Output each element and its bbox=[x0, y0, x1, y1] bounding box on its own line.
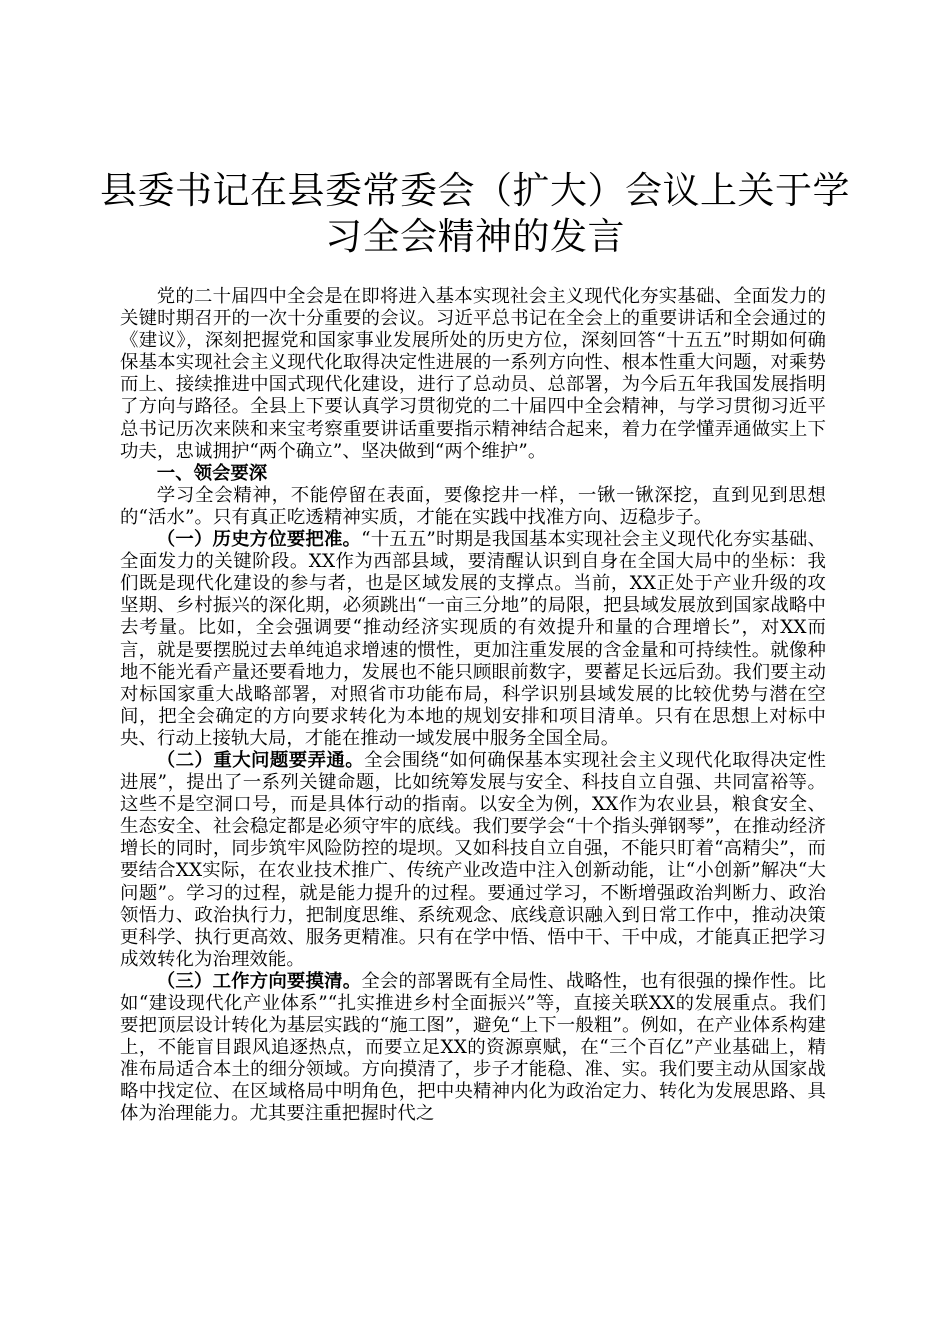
point-3-text: 全会的部署既有全局性、战略性，也有很强的操作性。比如“建设现代化产业体系”“扎实推进乡村全面振兴”等，直接关联XX的发展重点。我们要把顶层设计转化为基层实践的“施工图”，避免“上下一般粗”。例如，在产业体系构建上，不能盲目跟风追逐热点，而要立足XX的资源禀赋，在“三个百亿”产业基础上，精准布局适合本土的细分领域。方向摸清了，步子才能稳、准、实。我们要主动从国家战略中找定位、在区域格局中明角色，把中央精神内化为政治定力、转化为发展思路、具体为治理能力。尤其要注重把握时代之 bbox=[120, 970, 826, 1125]
section-1-intro-paragraph: 学习全会精神，不能停留在表面，要像挖井一样，一锹一锹深挖，直到见到思想的“活水”。只有真正吃透精神实质，才能在实践中找准方向、迈稳步子。 bbox=[120, 484, 826, 528]
point-1-text: “十五五”时期是我国基本实现社会主义现代化夯实基础、全面发力的关键阶段。XX作为西部县域，要清醒认识到自身在全国大局中的坐标：我们既是现代化建设的参与者，也是区域发展的支撑点。当前，XX正处于产业升级的攻坚期、乡村振兴的深化期，必须跳出“一亩三分地”的局限，把县域发展放到国家战略中去考量。比如，全会强调要“推动经济实现质的有效提升和量的合理增长”，对XX而言，就是要摆脱过去单纯追求增速的惯性，更加注重发展的含金量和可持续性。就像种地不能光看产量还要看地力，发展也不能只顾眼前数字，要蓄足长远后劲。我们要主动对标国家重大战略部署，对照省市功能布局，科学识别县域发展的比较优势与潜在空间，把全会确定的方向要求转化为本地的规划安排和项目清单。只有在思想上对标中央、行动上接轨大局，才能在推动一域发展中服务全国全局。 bbox=[120, 529, 826, 749]
point-2-text: 全会围绕“如何确保基本实现社会主义现代化取得决定性进展”，提出了一系列关键命题，比如统筹发展与安全、科技自立自强、共同富裕等。这些不是空洞口号，而是具体行动的指南。以安全为例，XX作为农业县，粮食安全、生态安全、社会稳定都是必须守牢的底线。我们要学会“十个指头弹钢琴”，在推动经济增长的同时，同步筑牢风险防控的堤坝。又如科技自立自强，不能只盯着“高精尖”，而要结合XX实际，在农业技术推广、传统产业改造中注入创新动能，让“小创新”解决“大问题”。学习的过程，就是能力提升的过程。要通过学习，不断增强政治判断力、政治领悟力、政治执行力，把制度思维、系统观念、底线意识融入到日常工作中，推动决策更科学、执行更高效、服务更精准。只有在学中悟、悟中干、干中成，才能真正把学习成效转化为治理效能。 bbox=[120, 749, 827, 970]
intro-paragraph: 党的二十届四中全会是在即将进入基本实现社会主义现代化夯实基础、全面发力的关键时期召开的一次十分重要的会议。习近平总书记在全会上的重要讲话和全会通过的《建议》，深刻把握党和国家事业发展所处的历史方位，深刻回答“十五五”时期如何确保基本实现社会主义现代化取得决定性进展的一系列方向性、根本性重大问题，对乘势而上、接续推进中国式现代化建设，进行了总动员、总部署，为今后五年我国发展指明了方向与路径。全县上下要认真学习贯彻党的二十届四中全会精神，与学习贯彻习近平总书记历次来陕和来宝考察重要讲话重要指示精神结合起来，着力在学懂弄通做实上下功夫，忠诚拥护“两个确立”、坚决做到“两个维护”。 bbox=[120, 286, 826, 462]
document-title bbox=[100, 168, 850, 260]
point-3-lead: （三）工作方向要摸清。 bbox=[156, 970, 362, 992]
point-1-lead: （一）历史方位要把准。 bbox=[156, 529, 362, 551]
section-heading-1: 一、领会要深 bbox=[156, 462, 268, 484]
point-2-paragraph bbox=[120, 750, 826, 971]
point-3-paragraph bbox=[120, 971, 826, 1126]
document-body bbox=[120, 286, 826, 1126]
point-2-lead: （二）重大问题要弄通。 bbox=[156, 749, 365, 771]
title-line-2: 习全会精神的发言 bbox=[325, 215, 625, 258]
title-line-1: 县委书记在县委常委会（扩大）会议上关于学 bbox=[100, 169, 850, 212]
point-1-paragraph bbox=[120, 529, 826, 750]
